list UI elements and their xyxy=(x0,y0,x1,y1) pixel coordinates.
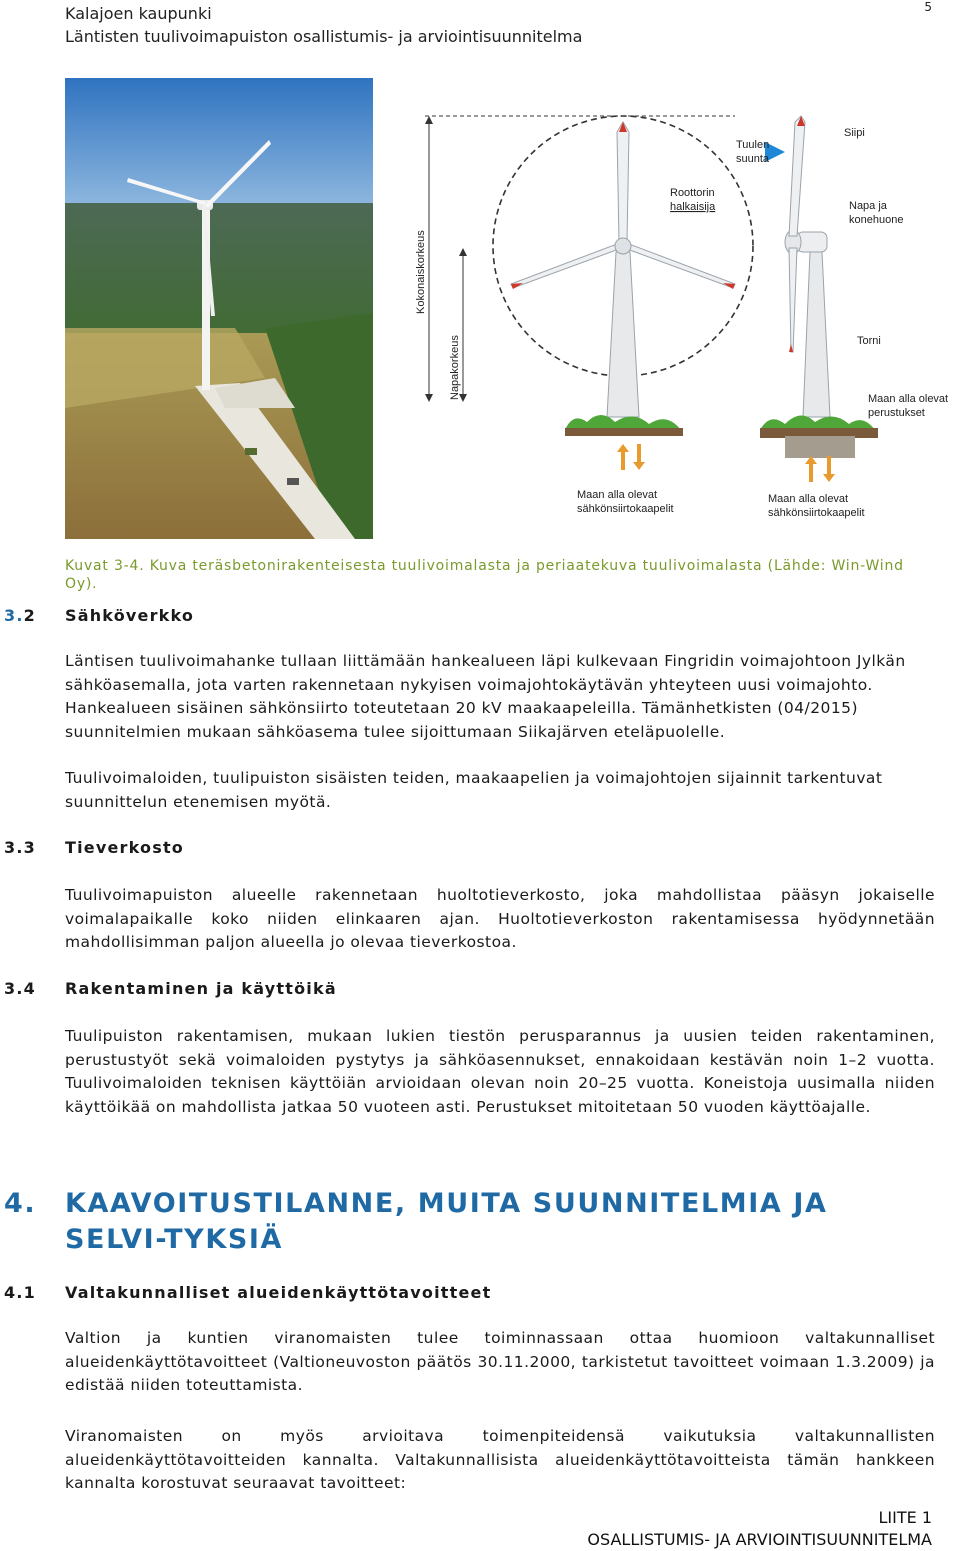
chapter-number: 4. xyxy=(4,1188,37,1219)
label-cables-right-1: Maan alla olevat xyxy=(768,493,849,505)
paragraph-3-2-1: Läntisen tuulivoimahanke tullaan liittämään hankealueen läpi kulkevaan Fingridin voimajohtoon Jylkän sähköasemalla, jota varten rakennetaan nykyisen voimajohtokäytävän yhteyteen uusi voimajohto. Hankealueen sisäinen sähkönsiirto toteutetaan 20 kV maakaapeleilla. Tämänhetkisten (04/2015) suunnitelmien mukaan sähköasema tulee sijoittumaan Siikajärven eteläpuolelle. xyxy=(65,652,906,741)
section-number: 3.2 xyxy=(4,606,36,625)
paragraph-4-1-2: Viranomaisten on myös arvioitava toimenpiteidensä vaikutuksia valtakunnallisten alueidenkäyttötavoitteiden kannalta. Valtakunnallisista alueidenkäyttötavoitteista tämän hankkeen kannalta korostuvat seuraavat tavoitteet: xyxy=(65,1427,935,1492)
section-heading-3-3 xyxy=(4,838,184,857)
header-org: Kalajoen kaupunki xyxy=(65,4,212,23)
label-tower: Torni xyxy=(857,335,881,347)
footer-appendix: LIITE 1 xyxy=(878,1508,932,1527)
label-hub-2: konehuone xyxy=(849,214,904,226)
section-number: 4.1 xyxy=(4,1283,36,1302)
wind-turbine-diagram xyxy=(405,112,960,524)
label-wind-direction-2: suunta xyxy=(736,153,770,165)
header-doc-title: Läntisten tuulivoimapuiston osallistumis- ja arviointisuunnitelma xyxy=(65,27,583,46)
label-rotor-diameter-2: halkaisija xyxy=(670,201,716,213)
paragraph-3-2-2: Tuulivoimaloiden, tuulipuiston sisäisten teiden, maakaapelien ja voimajohtojen sijainnit tarkentuvat suunnittelun etenemisen myötä. xyxy=(65,769,883,811)
paragraph-3-3-1: Tuulivoimapuiston alueelle rakennetaan huoltotieverkosto, joka mahdollistaa pääsyn jokaiselle voimalapaikalle koko niiden elinkaaren ajan. Huoltotieverkoston rakentamisessa hyödynnetään mahdollisimman paljon alueella jo olevaa tieverkostoa. xyxy=(65,886,935,951)
label-total-height: Kokonaiskorkeus xyxy=(415,230,427,314)
section-heading-4-1 xyxy=(4,1283,492,1302)
section-heading-3-2 xyxy=(4,606,195,625)
label-hub-height: Napakorkeus xyxy=(449,335,461,400)
chapter-title: KAAVOITUSTILANNE, MUITA SUUNNITELMIA JA SELVI-TYKSIÄ xyxy=(65,1188,828,1255)
page-header xyxy=(65,2,582,48)
section-number: 3.3 xyxy=(4,838,36,857)
label-cables-left-2: sähkönsiirtokaapelit xyxy=(577,503,674,515)
section-heading-3-4 xyxy=(4,979,337,998)
label-cables-left-1: Maan alla olevat xyxy=(577,489,658,501)
footer-doc-type: OSALLISTUMIS- JA ARVIOINTISUUNNITELMA xyxy=(587,1530,932,1549)
section-title: Valtakunnalliset alueidenkäyttötavoitteet xyxy=(65,1283,492,1302)
label-foundation-2: perustukset xyxy=(868,407,925,419)
section-title: Rakentaminen ja käyttöikä xyxy=(65,979,337,998)
section-title: Tieverkosto xyxy=(65,838,184,857)
section-title: Sähköverkko xyxy=(65,606,195,625)
page-footer xyxy=(587,1507,932,1551)
label-rotor-diameter-1: Roottorin xyxy=(670,187,715,199)
label-wind-direction-1: Tuulen xyxy=(736,139,770,151)
wind-turbine-photo xyxy=(65,78,373,539)
chapter-heading-4 xyxy=(4,1186,935,1258)
page-number: 5 xyxy=(924,0,932,14)
section-number: 3.4 xyxy=(4,979,36,998)
label-hub-1: Napa ja xyxy=(849,200,887,212)
label-blade: Siipi xyxy=(844,127,865,139)
paragraph-3-4-1: Tuulipuiston rakentamisen, mukaan lukien tiestön perusparannus ja uusien teiden rakentaminen, perustustyöt sekä voimaloiden pystytys ja sähköasennukset, ennakoidaan kestävän noin 1–2 vuotta. Tuulivoimaloiden teknisen käyttöiän arvioidaan olevan noin 20–25 vuotta. Koneistoja uusimalla niiden käyttöikää on mahdollista jatkaa 50 vuoteen asti. Perustukset mitoitetaan 50 vuoden käyttöajalle. xyxy=(65,1027,935,1116)
figure-caption: Kuvat 3-4. Kuva teräsbetonirakenteisesta tuulivoimalasta ja periaatekuva tuulivoimalasta (Lähde: Win-Wind Oy). xyxy=(65,558,904,592)
paragraph-4-1-1: Valtion ja kuntien viranomaisten tulee toiminnassaan ottaa huomioon valtakunnalliset alueidenkäyttötavoitteet (Valtioneuvoston päätös 30.11.2000, tarkistetut tavoitteet voimaan 1.3.2009) ja edistää niiden toteuttamista. xyxy=(65,1329,935,1394)
label-cables-right-2: sähkönsiirtokaapelit xyxy=(768,507,865,519)
label-foundation-1: Maan alla olevat xyxy=(868,393,949,405)
